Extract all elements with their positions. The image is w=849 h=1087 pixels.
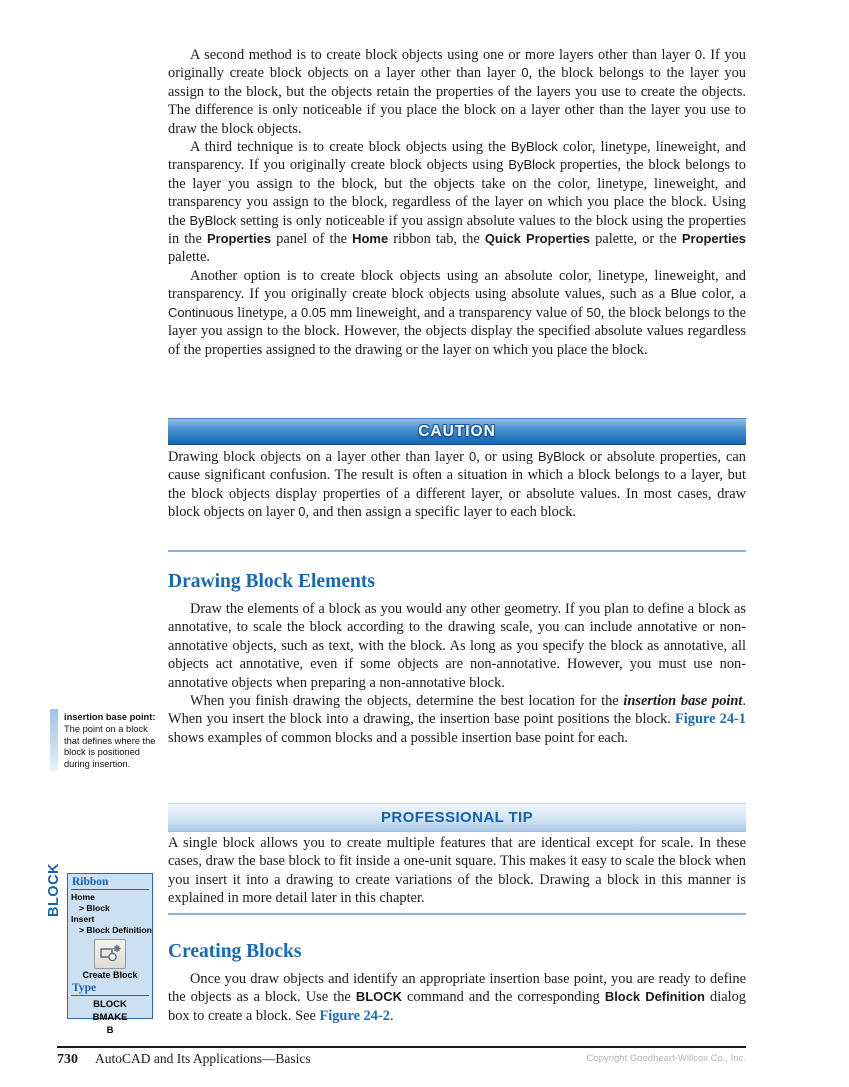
footer-left xyxy=(57,1051,311,1068)
ribbon-header: Ribbon xyxy=(72,876,109,888)
ribbon-header-rule xyxy=(71,889,149,890)
ribbon-path-item: Home xyxy=(71,892,95,902)
caution-body-block xyxy=(168,448,746,522)
ribbon-path-item: > Block xyxy=(79,903,110,913)
section-heading-drawing-block-elements: Drawing Block Elements xyxy=(168,571,375,592)
ribbon-path-list xyxy=(71,892,152,936)
type-command: BLOCK xyxy=(93,999,127,1010)
paragraph-once-you-draw: Once you draw objects and identify an appropriate insertion base point, you are ready to define the objects as a block. Use the BLOCK command and the corresponding Block Definition dialog box to create a block. See Figure 24-2. xyxy=(168,971,746,1024)
paragraph-third-technique: A third technique is to create block objects using the ByBlock color, linetype, lineweight, and transparency. If you originally create block objects using ByBlock properties, the block belongs to the layer you assign to the block, but the objects take on the color, linetype, lineweight, and transparency you assign to the block, regardless of the layer on which you place the block. Using the ByBlock setting is only noticeable if you assign absolute values to the block using the properties in the Properties panel of the Home ribbon tab, the Quick Properties palette, or the Properties palette. xyxy=(168,139,747,266)
intro-paragraph-block xyxy=(168,46,746,359)
create-block-tool-label: Create Block xyxy=(82,970,138,980)
ribbon-path-item: > Block Definition xyxy=(79,925,152,935)
definition-accent-bar xyxy=(50,709,58,771)
professional-tip-body: A single block allows you to create multiple features that are identical except for scale. In these cases, draw the base block to fit inside a one-unit square. This makes it easy to scale the block when you insert it into a drawing to create variations of the block. Drawing a block in this manner is explained in more detail later in this chapter. xyxy=(168,835,746,907)
caution-banner xyxy=(168,418,746,445)
margin-definition-insertion-base-point: insertion base point: The point on a block that defines where the block is positioned during insertion. xyxy=(64,712,156,770)
copyright-notice: Copyright Goodheart-Willcox Co., Inc. xyxy=(586,1053,746,1064)
type-header-rule xyxy=(71,995,149,996)
caution-banner-label: CAUTION xyxy=(418,423,496,440)
block-command-reference-box xyxy=(67,873,153,1036)
section-heading-creating-blocks: Creating Blocks xyxy=(168,941,302,962)
create-block-tool-button xyxy=(94,939,126,969)
paragraph-second-method: A second method is to create block objects using one or more layers other than layer 0. If you originally create block objects on a layer other than layer 0, the block belongs to the layer you assign to the block, but the objects retain the properties of the layers you use to create the objects. The difference is only noticeable if you place the block on a layer other than the layer you use to draw the block objects. xyxy=(168,47,746,137)
type-header: Type xyxy=(72,982,97,994)
professional-tip-banner-label: PROFESSIONAL TIP xyxy=(381,809,533,826)
create-block-icon xyxy=(99,944,121,964)
professional-tip-body-block xyxy=(168,834,746,908)
professional-tip-divider-rule xyxy=(168,913,746,915)
type-command: B xyxy=(106,1025,114,1036)
page-number: 730 xyxy=(57,1052,78,1067)
paragraph-draw-elements: Draw the elements of a block as you would any other geometry. If you plan to define a block as annotative, to scale the block according to the drawing scale, you can include annotative or non-annotative objects, such as text, with the block. As long as you specify the block as annotative, all objects act annotative, even if some objects are non-annotative. However, you must use non-annotative objects when preparing a non-annotative block. xyxy=(168,601,746,691)
paragraph-another-option: Another option is to create block objects using an absolute color, linetype, lineweight, and transparency. If you originally create block objects using absolute values, such as a Blue color, a Continuous linetype, a 0.05 mm lineweight, and a transparency value of 50, the block belongs to the layer you assign to the block. However, the objects display the specified absolute values regardless of the properties assigned to the drawing or the layer on which you place the block. xyxy=(168,267,746,358)
command-box-vertical-label: BLOCK xyxy=(46,862,62,918)
professional-tip-banner xyxy=(168,803,746,832)
ribbon-path-item: Insert xyxy=(71,914,95,924)
type-command: BMAKE xyxy=(92,1012,128,1023)
footer-rule xyxy=(57,1046,746,1048)
paragraph-insertion-base-point: When you finish drawing the objects, determine the best location for the insertion base point. When you insert the block into a drawing, the insertion base point positions the block. Figure 24-1 shows examples of common blocks and a possible insertion base point for each. xyxy=(168,693,746,746)
caution-body: Drawing block objects on a layer other than layer 0, or using ByBlock or absolute properties, can cause significant confusion. The result is often a situation in which a block belongs to a layer, but the block objects display properties of a different layer, or absolute values. In most cases, draw block objects on layer 0, and then assign a specific layer to each block. xyxy=(168,449,746,521)
creating-blocks-paragraphs xyxy=(168,970,746,1025)
type-command-list xyxy=(71,998,149,1037)
caution-divider-rule xyxy=(168,550,746,552)
drawing-block-elements-paragraphs xyxy=(168,600,746,747)
book-title: AutoCAD and Its Applications—Basics xyxy=(95,1051,311,1066)
